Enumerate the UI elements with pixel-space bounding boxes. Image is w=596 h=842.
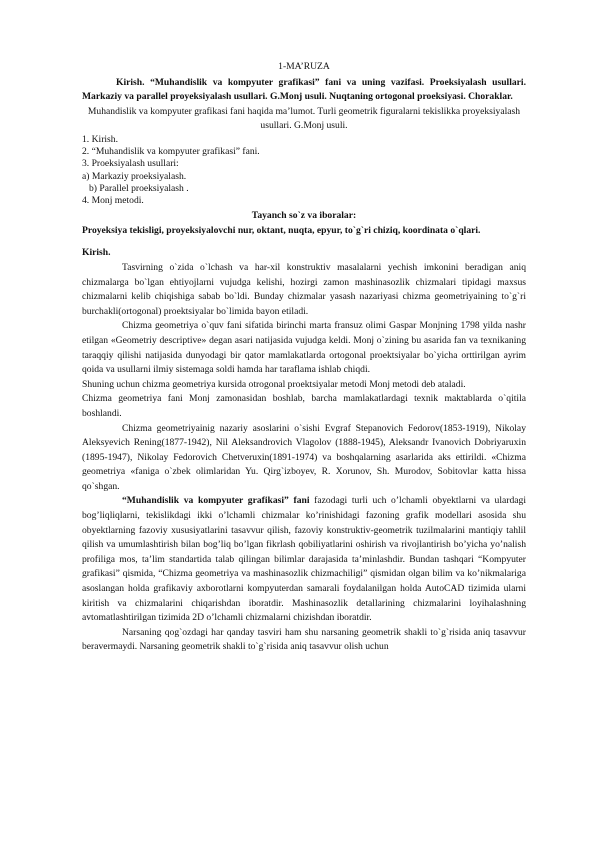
body-paragraph: Chizma geometriya fani Monj zamonasidan boshlab, barcha mamlakatlardagi texnik maktablarda o`qitila boshlandi. [82, 393, 526, 419]
document-page [82, 60, 526, 655]
plan-item: 2. “Muhandislik va kompyuter grafikasi” fani. [82, 146, 260, 158]
plan-item: a) Markaziy proeksiyalash. [82, 170, 187, 182]
plan-item: 1. Kirish. [82, 133, 118, 145]
lecture-plan [82, 134, 526, 207]
body-paragraph: Chizma geometriya o`quv fani sifatida birinchi marta fransuz olimi Gaspar Monjning 1798 yilda nashr etilgan «Geometriy descriptive» degan asari natijasida vujudga keldi. Monj o`zining bu asarida fan va texnikaning taraqqiy qilishi natijasida dunyodagi bir qator mamlakatlarda ortogonal proektsiyalar bo`yicha orttirilgan ayrim qoida va usullarni ilmiy sistemaga soldi hamda har taraflama ishlab chiqdi. [82, 320, 526, 376]
plan-item: 3. Proeksiyalash usullari: [82, 158, 179, 170]
subject-name: “Muhandislik va kompyuter grafikasi” fani [122, 495, 310, 507]
lecture-heading: 1-MA’RUZA [278, 61, 330, 72]
body-paragraph: Chizma geometriyainig nazariy asoslarini o`sishi Evgraf Stepanovich Fedorov(1853-1919), Nikolay Aleksyevich Rening(1877-1942), Nil Aleksandrovich Vlagolov (1888-1945), Aleksandr Ivanovich Dobriyaruxin (1895-1947), Nikolay Fedorovich Chetveruxin(1891-1974) va boshqalarning asarlarida aks ettirildi. «Chizma geometriya «faniga o`zbek olimlaridan Yu. Qirg`izboyev, R. Xorunov, Sh. Murodov, Sobitovlar katta hissa qo`shgan. [82, 422, 526, 492]
key-terms: Proyeksiya tekisligi, proyeksiyalovchi nur, oktant, nuqta, epyur, to`g`ri chiziq, koordinata o`qlari. [82, 224, 481, 236]
paragraph-text: fazodagi turli uch o’lchamli obyektlarni va ulardagi bog’liqliqlarni, tekislikdagi ikki o’lchamli chizmalar ko’rinishidagi fazoning grafik modellari asosida shu obyektlarning fazoviy xususiyatlarini tasavvur qilish, fazoviy konstruktiv-geometrik tuzilmalarini mantiqiy tahlil qilish va umumlashtirish bilan bog’liq bo’lgan fikrlash qobiliyatlarini oshirish va rivojlantirish bo’yicha yo’nalish profiliga mos, ta’lim standartida talab qilingan bilimlar darajasida ta’minlashdir. Bundan tashqari “Kompyuter grafikasi” qismida, “Chizma geometriya va mashinasozlik chizmachiligi” qismidan olgan bilim va ko’nikmalariga asoslangan holda grafikaviy axborotlarni kompyuterdan samarali foydalanilgan holda AutoCAD tizimida ularni kiritish va chizmalarini chiqarishdan iboratdir. Mashinasozlik detallarining chizmalarini loyihalashning avtomatlashtirilgan tizimida 2D o’lchamli chizmalarni chizishdan iboratdir. [82, 495, 526, 624]
lesson-subtitle: Muhandislik va kompyuter grafikasi fani haqida ma’lumot. Turli geometrik figuralarni tekislikka proyeksiyalash usullari. G.Monj usuli. [87, 105, 521, 132]
plan-item: b) Parallel proeksiyalash . [89, 182, 189, 194]
plan-item: 4. Monj metodi. [82, 194, 144, 206]
body-paragraph: Narsaning qog`ozdagi har qanday tasviri ham shu narsaning geometrik shakli to`g`risida aniq tasavvur beravermaydi. Narsaning geometrik shakli to`g`risida aniq tasavvur olish uchun [82, 626, 526, 653]
section-label: Kirish. [82, 247, 111, 259]
body-paragraph: Tasvirning o`zida o`lchash va har-xil konstruktiv masalalarni yechish imkonini beradigan aniq chizmalarga bo`lgan ehtiyojlarni vujudga kelishi, hozirgi zamon mashinasozlik chizmalari tipidagi maxsus chizmalarni kelib chiqishiga sabab bo`ldi. Bunday chizmalar yasash nazariyasi chizma geometriyaining to`g`ri burchakli(ortogonal) proektsiyalar bo`limida bayon etiladi. [82, 261, 526, 317]
key-terms-title: Tayanch so`z va iboralar: [251, 210, 357, 222]
lesson-title: Kirish. “Muhandislik va kompyuter grafikasi” fani va uning vazifasi. Proeksiyalash usullari. Markaziy va parallel proyeksiyalash usullari. G.Monj usuli. Nuqtaning ortogonal proeksiyasi. Choraklar. [82, 76, 526, 103]
body-paragraph: Shuning uchun chizma geometriya kursida otrogonal proektsiyalar metodi Monj metodi deb ataladi. [82, 378, 466, 390]
body-paragraph [82, 494, 526, 625]
